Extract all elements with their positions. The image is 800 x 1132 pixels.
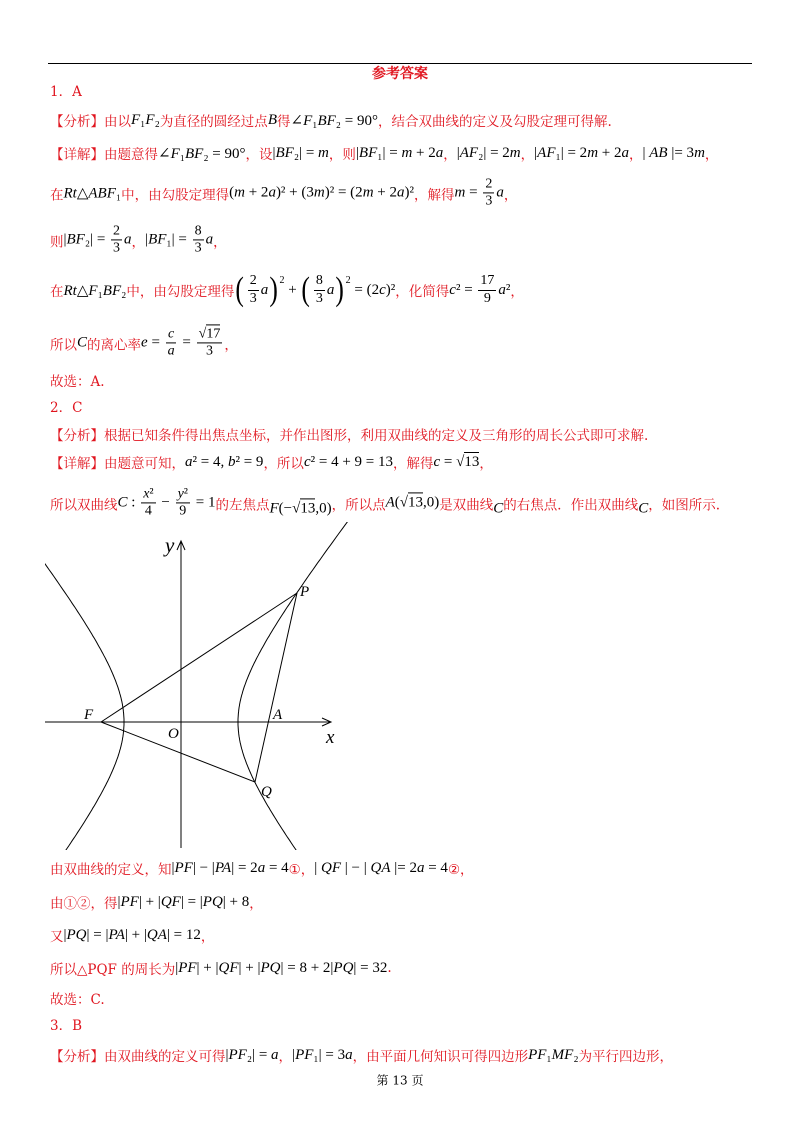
math-variable: F (88, 282, 98, 299)
math-expression: ∠F₁BF₂ = 90° (158, 145, 246, 162)
text-segment: ， (131, 234, 146, 250)
math-variable: PF (178, 959, 197, 976)
superscript: 2 (279, 275, 285, 286)
math-variable: PQ (202, 893, 223, 910)
left-paren: ( (235, 271, 245, 308)
fraction-denominator: 3 (194, 240, 202, 256)
math-variable: BF (66, 231, 85, 248)
math-variable: m (509, 144, 521, 161)
radicand: 17 (206, 326, 221, 342)
text-segment: 【详解】由题意可知， (50, 456, 185, 472)
radicand: 13 (464, 453, 480, 470)
math-expression: |BF₁| = m + 2a (355, 144, 444, 161)
math-variable: PQ (333, 959, 354, 976)
text-segment: ，解得 (393, 456, 434, 472)
math-expression: ∠F₁BF₂ = 90° (290, 112, 378, 129)
math-variable: b (227, 453, 236, 470)
label-point-a: A (273, 707, 283, 723)
math-variable: F (269, 500, 279, 517)
label-origin-o: O (168, 726, 179, 742)
fraction-numerator: 2 (248, 273, 259, 290)
math-expression: e = (141, 334, 164, 351)
math-expression: |BF₁| = (145, 231, 191, 248)
math-expression: c² = 4 + 9 = 13 (303, 453, 393, 470)
math-variable: a (496, 184, 504, 201)
text-segment: ， (479, 456, 493, 472)
math-variable: BF (358, 144, 378, 161)
math-variable: a (185, 453, 193, 470)
math-variable: AB (649, 144, 668, 161)
math-expression: C : (117, 494, 140, 511)
fraction-denominator: 3 (113, 240, 121, 256)
math-variable: PA (214, 859, 232, 876)
math-variable: PF (528, 1046, 547, 1063)
fraction-denominator: 9 (483, 290, 491, 306)
math-variable: a (124, 231, 132, 248)
math-variable: BF (317, 112, 336, 129)
math-variable: PF (174, 859, 193, 876)
math-expression: c = √13 (433, 453, 480, 470)
math-variable: a (257, 859, 266, 876)
math-variable: F (145, 111, 155, 128)
fraction-denominator: 9 (179, 503, 187, 519)
fraction-numerator: 17 (478, 273, 496, 290)
fraction-denominator: 4 (144, 503, 152, 519)
math-variable: F (170, 145, 180, 162)
math-expression: a² (498, 281, 511, 298)
label-point-f: F (84, 707, 94, 723)
math-variable: a (268, 184, 276, 201)
math-variable: x (143, 486, 150, 502)
text-segment: 由双曲线的定义，知 (50, 862, 172, 878)
label-x-axis: x (326, 727, 335, 748)
math-expression: | QF | − | QA |= 2a = 4 (314, 859, 448, 876)
math-variable: PQ (66, 926, 87, 943)
fraction-numerator: 8 (314, 273, 325, 290)
text-segment: ，所以 (263, 456, 304, 472)
text-segment: ， (503, 187, 518, 203)
right-paren: ) (335, 271, 345, 308)
math-variable: c (433, 453, 441, 470)
math-variable: BF (148, 231, 167, 248)
fraction-denominator: 3 (485, 193, 493, 209)
math-variable: BF (184, 145, 204, 162)
text-segment: 【分析】由双曲线的定义可得 (50, 1049, 226, 1065)
text-segment: ②， (447, 862, 474, 878)
math-variable: F (131, 111, 141, 128)
radical-sign: √ (399, 494, 408, 511)
text-segment: 中，由勾股定理得 (121, 187, 230, 203)
text-segment: ，所以点 (331, 497, 386, 513)
math-variable: F (303, 112, 313, 129)
math-variable: PQ (260, 959, 281, 976)
math-variable: AF (459, 144, 479, 161)
math-expression: |PF| + |QF| + |PQ| = 8 + 2|PQ| = 32 (175, 959, 388, 976)
math-variable: e (141, 334, 148, 351)
text-segment: ，如图所示. (648, 497, 721, 513)
text-segment: ， (249, 896, 263, 912)
text-segment: ，则 (328, 147, 356, 163)
math-variable: c (379, 281, 386, 298)
math-variable: QA (370, 859, 391, 876)
text-segment: ， (213, 234, 227, 250)
text-segment: 是双曲线 (439, 497, 494, 513)
math-variable: a (167, 343, 175, 359)
text-segment: 故选：C. (50, 992, 105, 1008)
math-variable: m (318, 144, 329, 161)
math-expression: − (157, 494, 174, 511)
label-point-q: Q (261, 784, 272, 800)
text-segment: ，设 (245, 147, 273, 163)
math-variable: C (638, 500, 649, 517)
text-segment: 【详解】由题意得 (50, 147, 158, 163)
math-variable: m (454, 184, 466, 201)
math-variable: m (234, 184, 245, 201)
math-variable: a (345, 1046, 353, 1063)
math-variable: PF (228, 1046, 247, 1063)
text-segment: ， (520, 147, 535, 163)
radicand: 13 (408, 494, 423, 511)
text-segment: ，化简得 (395, 284, 450, 300)
math-variable: Rt (63, 185, 77, 202)
math-variable: ABF (88, 185, 116, 202)
text-segment: 的右焦点．作出双曲线 (503, 497, 639, 513)
fraction-numerator: 2 (483, 176, 494, 193)
math-expression: |AF₁| = 2m + 2a (534, 144, 629, 161)
text-segment: 3．B (50, 1018, 83, 1034)
segment-fp (101, 593, 297, 722)
text-segment: 又 (50, 929, 64, 945)
math-variable: c (168, 326, 175, 342)
radicand: 13 (300, 500, 316, 517)
math-variable: m (587, 144, 599, 161)
math-expression: + (284, 281, 301, 298)
text-segment: 所以△PQF 的周长为 (50, 962, 176, 978)
math-expression: Rt△F₁BF₂ (63, 282, 127, 299)
math-variable: MF (551, 1046, 574, 1063)
text-segment: 在 (50, 284, 64, 300)
text-segment: ， (200, 929, 215, 945)
text-segment: ，由平面几何知识可得四边形 (352, 1049, 529, 1065)
math-expression: |PF| + |QF| = |PQ| + 8 (117, 893, 250, 910)
math-expression: | AB |= 3m (642, 144, 705, 161)
math-expression: |PF| − |PA| = 2a = 4 (171, 859, 289, 876)
fraction-numerator: x² (141, 486, 155, 503)
right-paren: ) (269, 271, 279, 308)
math-variable: c (449, 281, 456, 298)
math-variable: C (493, 500, 504, 517)
math-variable: QA (146, 926, 167, 943)
math-expression: F₁F₂ (131, 111, 160, 128)
math-variable: a (271, 1046, 279, 1063)
text-segment: 【分析】根据已知条件得出焦点坐标，并作出图形，利用双曲线的定义及三角形的周长公式即可求解. (50, 428, 649, 444)
text-segment: ， (510, 284, 524, 300)
text-segment: 得 (276, 114, 291, 130)
text-segment: 的左焦点 (215, 497, 270, 513)
math-variable: BF (275, 144, 294, 161)
text-segment: 1．A (50, 84, 82, 100)
math-expression: |AF₂| = 2m (456, 144, 521, 161)
math-expression: PF₁MF₂ (528, 1046, 579, 1063)
math-variable: PF (120, 893, 139, 910)
page-number: 第 13 页 (376, 1073, 424, 1088)
math-expression: |PF₁| = 3a (292, 1046, 353, 1063)
math-expression: Rt△ABF₁ (63, 185, 122, 202)
fraction-denominator: 3 (315, 290, 323, 306)
math-variable: A (385, 494, 395, 511)
text-segment: ， (443, 147, 457, 163)
math-variable: a (397, 184, 405, 201)
text-segment: ， (704, 147, 719, 163)
math-variable: a (205, 231, 214, 248)
math-variable: m (313, 184, 325, 201)
text-segment: ，解得 (414, 187, 455, 203)
radical-sign: √ (456, 453, 465, 470)
math-variable: y (177, 486, 184, 502)
text-segment: 为平行四边形， (578, 1049, 674, 1065)
fraction-numerator: y² (176, 486, 190, 503)
math-variable: QF (218, 959, 239, 976)
math-expression: |BF₂| = m (272, 144, 329, 161)
math-variable: QF (160, 893, 181, 910)
math-variable: a (260, 281, 269, 298)
text-segment: 2．C (50, 400, 83, 416)
math-variable: m (362, 184, 374, 201)
math-expression: F(−√13,0) (269, 500, 332, 517)
text-segment: 中，由勾股定理得 (126, 284, 235, 300)
left-paren: ( (301, 271, 311, 308)
math-expression: c² = (449, 281, 477, 298)
math-expression: = (2c)² (350, 281, 396, 298)
math-expression: |BF₂| = (63, 231, 110, 248)
text-segment: ，结合双曲线的定义及勾股定理可得解. (377, 114, 612, 130)
label-y-axis: y (165, 533, 175, 557)
text-segment: 所以双曲线 (50, 497, 118, 513)
math-variable: PA (108, 926, 125, 943)
radical-sign: √ (292, 500, 301, 517)
fraction-numerator: 8 (193, 223, 204, 240)
math-variable: m (401, 144, 413, 161)
page-title: 参考答案 (372, 66, 428, 82)
superscript: 2 (345, 275, 351, 286)
math-expression: = 1 (192, 494, 216, 511)
math-expression: |PQ| = |PA| + |QA| = 12 (63, 926, 201, 943)
text-segment: 故选：A. (50, 374, 105, 390)
label-point-p: P (300, 584, 310, 600)
math-variable: C (77, 334, 88, 351)
radical-sign: √ (198, 326, 207, 342)
math-variable: B (267, 111, 277, 128)
math-expression: m = (454, 184, 482, 201)
text-segment: 在 (50, 187, 64, 203)
math-expression: = (178, 334, 195, 351)
text-segment: 由①②，得 (50, 896, 118, 912)
segment-pq (255, 593, 297, 782)
text-segment: ， (224, 337, 238, 353)
text-segment: 的离心率 (87, 337, 142, 353)
text-segment: 则 (50, 234, 64, 250)
math-expression: |PF₂| = a (225, 1046, 279, 1063)
fraction-numerator: 2 (111, 223, 122, 240)
math-variable: a (498, 281, 506, 298)
text-segment: ， (278, 1049, 293, 1065)
math-expression: (m + 2a)² + (3m)² = (2m + 2a)² (229, 184, 414, 201)
text-segment: . (387, 960, 392, 976)
math-variable: BF (102, 282, 122, 299)
text-segment: 【分析】由以 (50, 114, 131, 130)
fraction-denominator: 3 (249, 290, 257, 306)
text-segment: 所以 (50, 337, 77, 353)
math-variable: a (416, 859, 425, 876)
math-expression: A(√13,0) (385, 494, 440, 511)
math-variable: a (326, 281, 335, 298)
math-variable: QF (321, 859, 342, 876)
text-segment: ， (629, 147, 643, 163)
math-variable: a (435, 144, 444, 161)
text-segment: 为直径的圆经过点 (159, 114, 268, 130)
math-variable: a (621, 144, 629, 161)
fraction-denominator: 3 (205, 343, 213, 359)
math-variable: AF (537, 144, 556, 161)
math-variable: c (303, 453, 311, 470)
math-variable: m (694, 144, 705, 161)
math-variable: PF (295, 1046, 314, 1063)
math-expression: a² = 4, b² = 9 (185, 453, 264, 470)
math-variable: C (117, 494, 128, 511)
math-variable: Rt (63, 282, 77, 299)
text-segment: ①， (288, 862, 315, 878)
